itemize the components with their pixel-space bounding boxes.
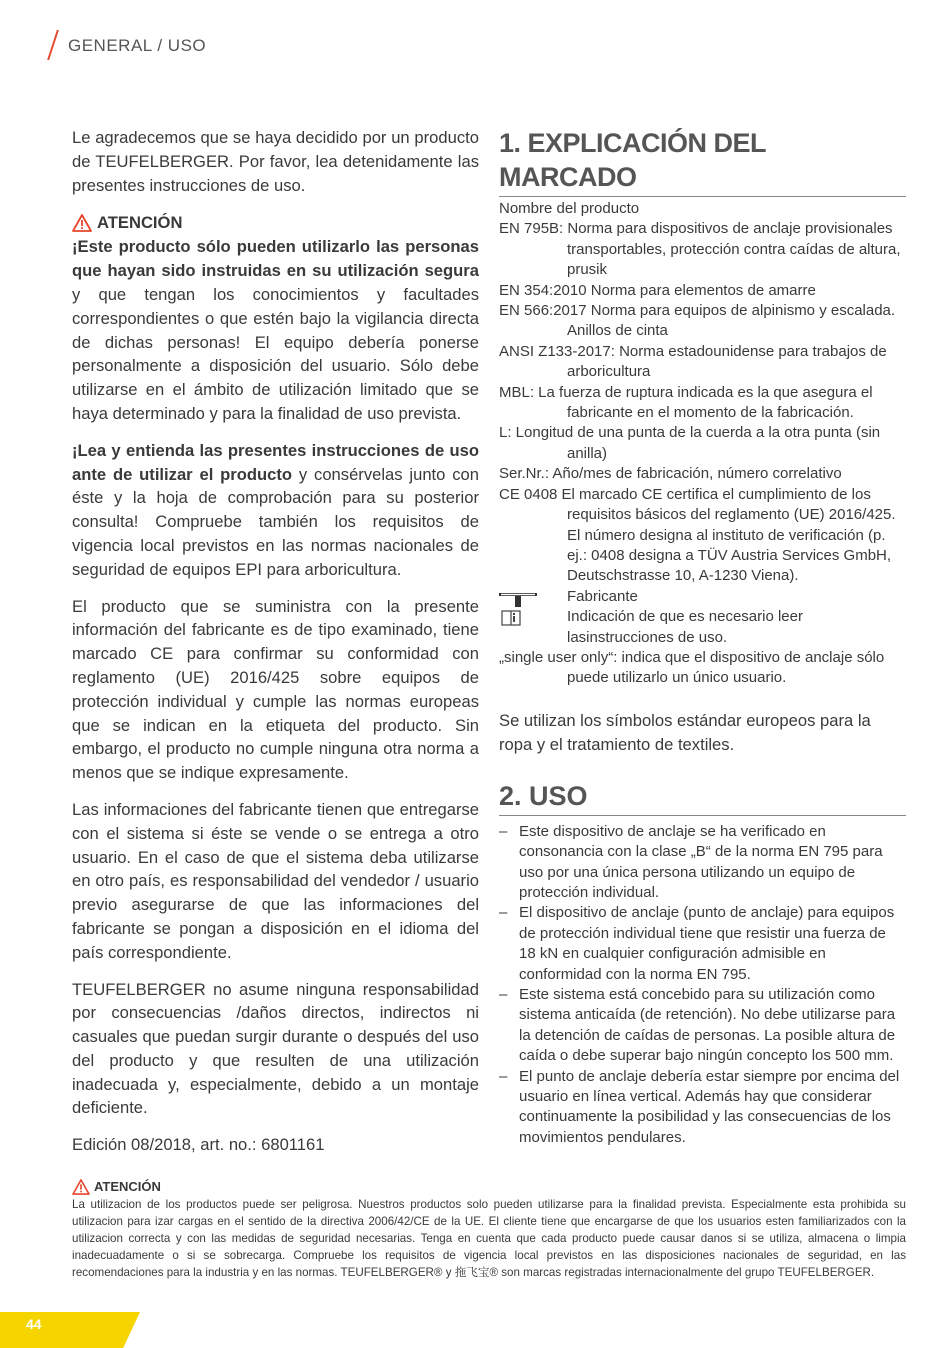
list-item: – Este sistema está concebido para su utilización como sistema anticaída (de retención). No debe utilizarse para la detención de caídas de personas. La posible altura de caída o debe superar bajo ningún concepto los 500 mm.: [499, 986, 896, 1065]
definition-item: Ser.Nr.: Año/mes de fabricación, número correlativo: [499, 465, 842, 483]
definition-item: MBL: La fuerza de ruptura indicada es la que asegura el fabricante en el momento de la fabricación.: [499, 383, 873, 422]
definition-item: EN 566:2017 Norma para equipos de alpinismo y escalada. Anillos de cinta: [499, 302, 896, 340]
manufacturer-label: Fabricante: [567, 587, 638, 605]
list-item-text: El punto de anclaje debería estar siempre por encima del usuario en línea vertical. Además hay que considerar continuamente la posibilidad y las consecuencias de los movimientos pendulares.: [519, 1067, 900, 1146]
definition-item: CE 0408 El marcado CE certifica el cumplimiento de los requisitos básicos del reglamento (UE) 2016/425. El número designa al instituto de verificación (p. ej.: 0408 designa a TÜV Austria Services GmbH, Deutschstrasse 10, A-1230 Viena).: [499, 485, 896, 585]
symbols-paragraph: Se utilizan los símbolos estándar europeos para la ropa y el tratamiento de textiles.: [499, 710, 871, 754]
left-column: [72, 126, 479, 1170]
intro-paragraph: Le agradecemos que se haya decidido por un producto de TEUFELBERGER. Por favor, lea detenidamente las presentes instrucciones de uso.: [72, 128, 479, 195]
read-bold: ¡Lea y entienda las presentes instrucciones de uso ante de utilizar el producto: [72, 440, 479, 484]
attention-heading: [72, 211, 479, 235]
list-item-text: El dispositivo de anclaje (punto de anclaje) para equipos de protección individual tiene que resistir una fuerza de 18 kN en cualquier configuración admisible en conformidad con la norma EN 795.: [519, 904, 895, 983]
page-number-band: [0, 1312, 140, 1348]
list-item: – Este dispositivo de anclaje se ha verificado en consonancia con la clase „B“ de la norma EN 795 para uso por una única persona utilizando un equipo de protección individual.: [499, 822, 883, 901]
list-item: – El dispositivo de anclaje (punto de anclaje) para equipos de protección individual tiene que resistir una fuerza de 18 kN en cualquier configuración admisible en conformidad con la norma EN 795.: [499, 904, 895, 983]
header-slash: [47, 30, 59, 60]
section-header: GENERAL / USO: [68, 36, 207, 55]
page-number: 44: [26, 1316, 42, 1332]
manufacturer-definition: [499, 587, 906, 607]
definition-item: Nombre del producto: [499, 200, 640, 217]
marking-heading: 1. EXPLICACIÓN DEL MARCADO: [499, 126, 906, 197]
edition-text: Edición 08/2018, art. no.: 6801161: [72, 1135, 325, 1155]
footer-attention-heading: [72, 1178, 906, 1196]
warning-icon: [72, 214, 92, 232]
info-paragraph: Las informaciones del fabricante tienen que entregarse con el sistema si éste se vende o se entrega a otro usuario. En el caso de que el sistema deba utilizarse en otro país, es responsabilidad del vendedor / usuario previo asegurarse de que las informaciones del fabricante se pongan a disposición en el idioma del país correspondiente.: [72, 799, 479, 962]
footer-attention-label: ATENCIÓN: [94, 1179, 161, 1194]
warning-icon: [72, 1179, 90, 1195]
manufacturer-logo-icon: [499, 593, 537, 607]
list-item-text: Este sistema está concebido para su utilización como sistema anticaída (de retención). No debe utilizarse para la detención de caídas de personas. La posible altura de caída o debe superar bajo ningún concepto los 500 mm.: [519, 986, 896, 1065]
manual-label: Indicación de que es necesario leer lasinstrucciones de uso.: [567, 608, 803, 646]
warning-bold: ¡Este producto sólo pueden utilizarlo las personas que hayan sido instruidas en su utilización segura: [72, 237, 479, 281]
list-item-text: Este dispositivo de anclaje se ha verificado en consonancia con la clase „B“ de la norma EN 795 para uso por una única persona utilizando un equipo de protección individual.: [519, 822, 883, 901]
warning-rest: y que tengan los conocimientos y facultades correspondientes o que estén bajo la vigilancia directa de dichas personas! El equipo debería ponerse personalmente a disposición del usuario. Sólo debe utilizarse en el ámbito de utilización limitado que se haya determinado y para la finalidad de uso prevista.: [72, 284, 479, 423]
single-user-definition: „single user only“: indica que el dispositivo de anclaje sólo puede utilizarlo un único usuario.: [499, 648, 885, 687]
manual-definition: [499, 607, 906, 648]
product-paragraph: El producto que se suministra con la presente información del fabricante es de tipo examinado, tiene marcado CE para confirmar su conformidad con reglamento (UE) 2016/425 sobre equipos de protección individual y cumple las normas europeas que se indican en la etiqueta del producto. Sin embargo, el producto no cumple ninguna otra norma a menos que se indique expresamente.: [72, 596, 479, 783]
right-column: [499, 126, 906, 1148]
marking-definitions: [499, 199, 906, 689]
read-paragraph: [72, 439, 479, 582]
definition-item: EN 795B: Norma para dispositivos de anclaje provisionales transportables, protección contra caídas de altura, prusik: [499, 220, 901, 279]
uso-heading: 2. USO: [499, 779, 906, 816]
definition-item: ANSI Z133-2017: Norma estadounidense para trabajos de arboricultura: [499, 342, 887, 381]
liability-paragraph: TEUFELBERGER no asume ninguna responsabilidad por consecuencias /daños directos, indirectos ni casuales que puedan surgir durante o después del uso del producto y que resulten de una utilización inadecuada y, especialmente, debido a un montaje deficiente.: [72, 979, 479, 1118]
uso-list: [499, 822, 906, 1149]
footer-attention: [72, 1178, 906, 1281]
footer-attention-text: La utilizacion de los productos puede ser peligrosa. Nuestros productos solo pueden utilizarse para la finalidad prevista. Especialmente esta prohibida su utilizacion para izar cargas en el sentido de la directiva 2006/42/CE de la UE. El cliente tiene que encargarse de que los usuarios esten familiarizados con la utilizacion correcta y con las medidas de seguridad necesarias. Tenga en cuenta que cada producto puede causar danos si se utiliza, almacena o limpia inadecuadamente o si se sobrecarga. Compruebe los requisitos de vigencia local previstos en las disposiciones nacionales de seguridad, en las recomendaciones para la industria y en las normas. TEUFELBERGER® y 拖飞宝® son marcas registradas internacionalmente del grupo TEUFELBERGER.: [72, 1198, 906, 1279]
definition-item: L: Longitud de una punta de la cuerda a la otra punta (sin anilla): [499, 424, 881, 462]
list-item: – El punto de anclaje debería estar siempre por encima del usuario en línea vertical. Además hay que considerar continuamente la posibilidad y las consecuencias de los movimientos pendulares.: [499, 1067, 900, 1146]
definition-item: EN 354:2010 Norma para elementos de amarre: [499, 281, 816, 299]
attention-label: ATENCIÓN: [97, 213, 183, 233]
read-manual-icon: [501, 610, 521, 626]
read-rest: y consérvelas junto con éste y la hoja de comprobación para su posterior consulta! Compruebe también los requisitos de vigencia local previstos en las normas nacionales de seguridad de equipos EPI para arboricultura.: [72, 464, 479, 579]
warning-paragraph: [72, 235, 479, 425]
